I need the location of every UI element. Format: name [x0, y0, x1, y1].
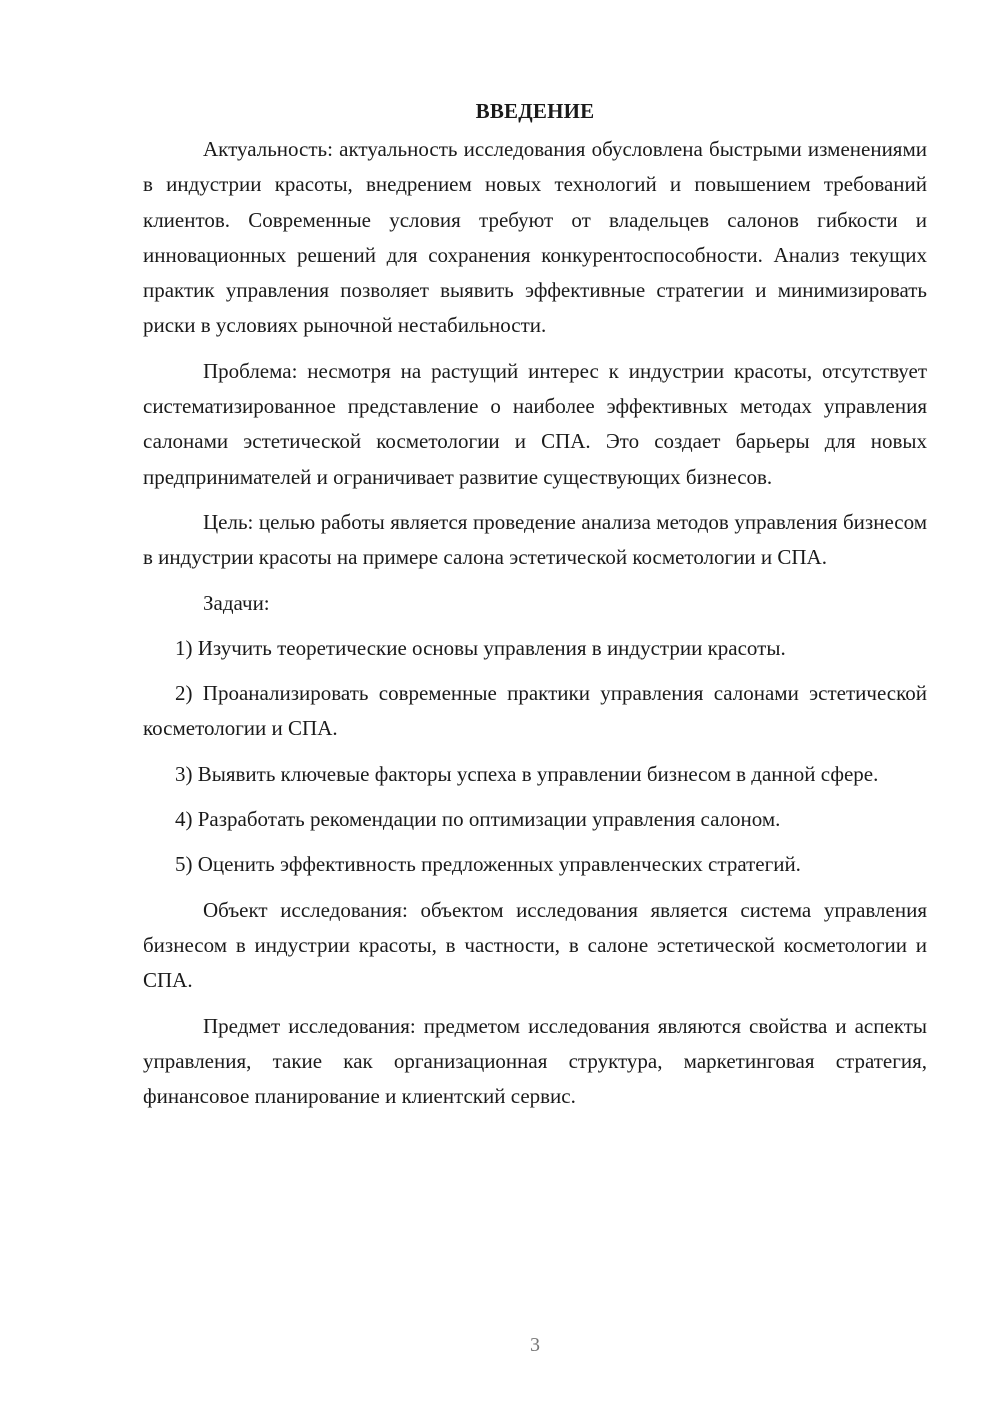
task-item-3: 3) Выявить ключевые факторы успеха в управлении бизнесом в данной сфере. — [175, 761, 879, 786]
paragraph-subject: Предмет исследования: предметом исследования являются свойства и аспекты управления, такие как организационная структура, маркетинговая стратегия, финансовое планирование и клиентский сервис. — [143, 1013, 927, 1109]
section-heading: ВВЕДЕНИЕ — [475, 99, 595, 123]
paragraph-problem: Проблема: несмотря на растущий интерес к индустрии красоты, отсутствует систематизированное представление о наиболее эффективных методах управления салонами эстетической косметологии и СПА. Это создает барьеры для новых предпринимателей и ограничивает развитие существующих бизнесов. — [143, 358, 927, 489]
task-item-5: 5) Оценить эффективность предложенных управленческих стратегий. — [175, 852, 801, 877]
paragraph-object: Объект исследования: объектом исследования является система управления бизнесом в индустрии красоты, в частности, в салоне эстетической косметологии и СПА. — [143, 897, 927, 993]
task-item-4: 4) Разработать рекомендации по оптимизации управления салоном. — [175, 807, 781, 832]
page-number: 3 — [530, 1334, 540, 1356]
paragraph-goal: Цель: целью работы является проведение анализа методов управления бизнесом в индустрии красоты на примере салона эстетической косметологии и СПА. — [143, 509, 927, 570]
task-item-1: 1) Изучить теоретические основы управления в индустрии красоты. — [175, 635, 786, 660]
paragraph-relevance: Актуальность: актуальность исследования обусловлена быстрыми изменениями в индустрии красоты, внедрением новых технологий и повышением требований клиентов. Современные условия требуют от владельцев салонов гибкости и инновационных решений для сохранения конкурентоспособности. Анализ текущих практик управления позволяет выявить эффективные стратегии и минимизировать риски в условиях рыночной нестабильности. — [143, 137, 927, 338]
paragraph-tasks-label: Задачи: — [203, 590, 270, 615]
task-item-2: 2) Проанализировать современные практики управления салонами эстетической косметологии и СПА. — [143, 681, 927, 741]
